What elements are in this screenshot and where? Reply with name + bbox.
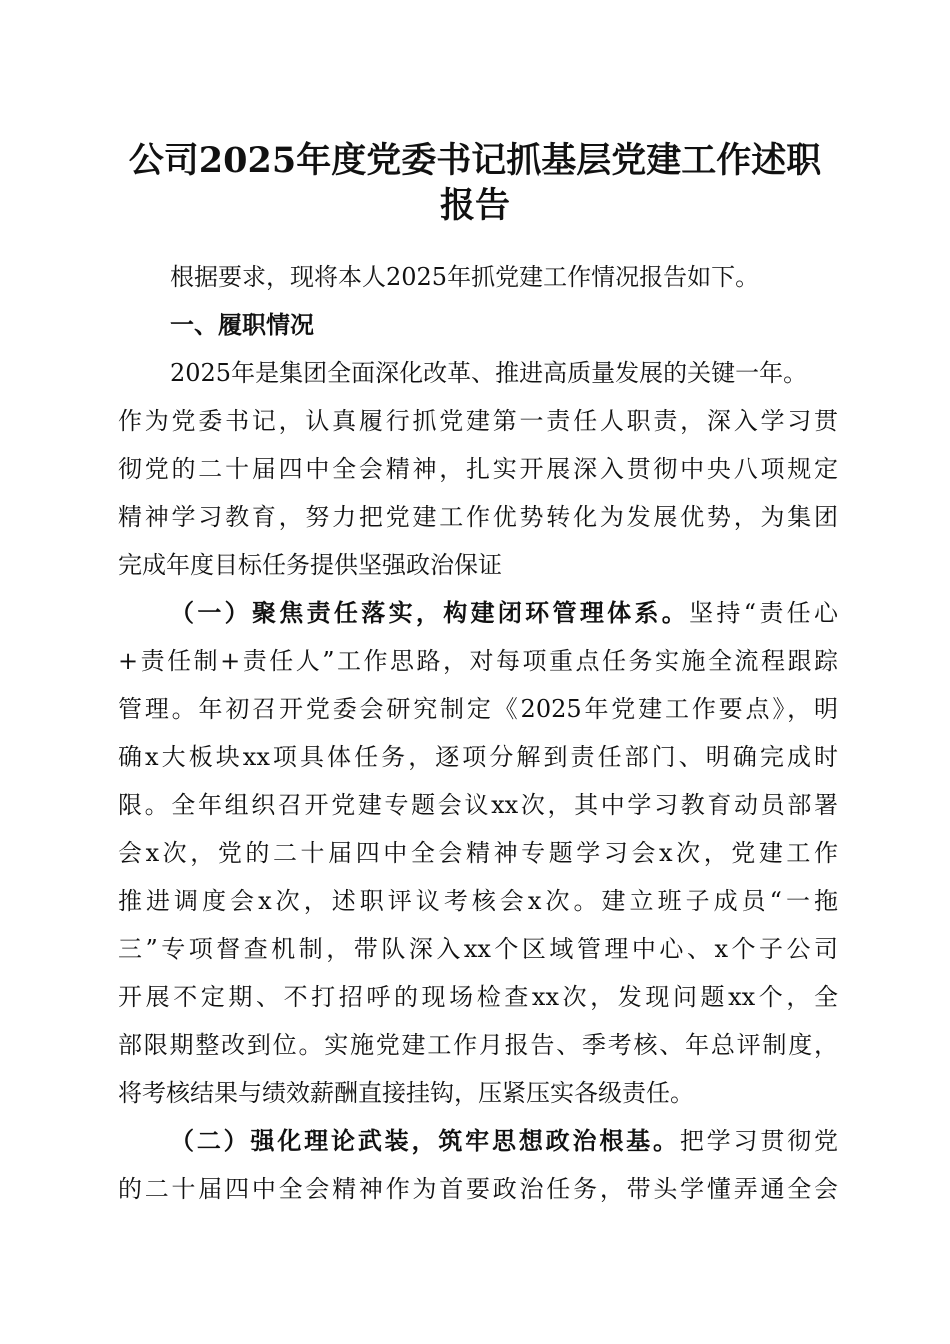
paragraph-line: 将考核结果与绩效薪酬直接挂钩，压紧压实各级责任。 [118,1079,694,1107]
paragraph-line: 的二十届四中全会精神作为首要政治任务，带头学懂弄通全会 [118,1175,838,1203]
subsection-2-first-line [118,1117,838,1165]
paragraph-line: 管理。年初召开党委会研究制定《2025年党建工作要点》，明 [118,695,838,723]
paragraph-line: 部限期整改到位。实施党建工作月报告、季考核、年总评制度， [118,1031,838,1059]
paragraph-line: 作为党委书记，认真履行抓党建第一责任人职责，深入学习贯 [118,407,838,435]
paragraph-line: 会x次，党的二十届四中全会精神专题学习会x次，党建工作 [118,839,838,867]
paragraph-line: +责任制+责任人”工作思路，对每项重点任务实施全流程跟踪 [118,647,838,675]
intro-paragraph: 根据要求，现将本人2025年抓党建工作情况报告如下。 [170,263,760,291]
section-heading: 一、履职情况 [170,311,314,339]
paragraph-line: 推进调度会x次，述职评议考核会x次。建立班子成员“一拖 [118,887,838,915]
document-title-line-2: 报告 [439,185,510,226]
subsection-2-heading: （二）强化理论武装，筑牢思想政治根基。 [170,1126,680,1155]
subsection-1-first-line [118,589,838,637]
subsection-1-lead-text: 坚持“责任心 [689,599,838,627]
subsection-1-heading: （一）聚焦责任落实，构建闭环管理体系。 [170,598,690,627]
paragraph-line: 限。全年组织召开党建专题会议xx次，其中学习教育动员部署 [118,791,838,819]
document-title-line-1: 公司2025年度党委书记抓基层党建工作述职 [128,140,822,181]
paragraph-line: 彻党的二十届四中全会精神，扎实开展深入贯彻中央八项规定 [118,455,838,483]
paragraph-line: 开展不定期、不打招呼的现场检查xx次，发现问题xx个，全 [118,983,838,1011]
paragraph-line: 2025年是集团全面深化改革、推进高质量发展的关键一年。 [170,359,808,387]
subsection-2-lead-text: 把学习贯彻党 [679,1127,839,1155]
paragraph-line: 精神学习教育，努力把党建工作优势转化为发展优势，为集团 [118,503,838,531]
paragraph-line: 三”专项督查机制，带队深入xx个区域管理中心、x个子公司 [118,935,838,963]
paragraph-line: 确x大板块xx项具体任务，逐项分解到责任部门、明确完成时 [118,743,838,771]
paragraph-line: 完成年度目标任务提供坚强政治保证 [118,551,502,579]
document-body [118,253,838,1213]
